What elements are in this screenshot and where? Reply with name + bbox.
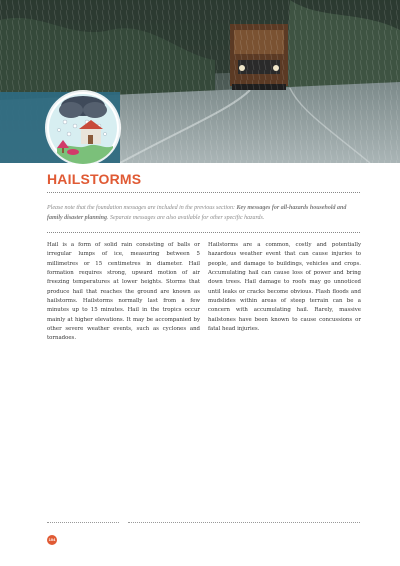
note-emphasis: Key messages for all-hazards household and family disaster planning <box>47 205 347 221</box>
footer-divider-right <box>128 522 360 523</box>
footer-divider-left <box>47 522 119 523</box>
hailstorm-illustration-icon <box>47 92 119 164</box>
note-text-after: . Separate messages are also available for other specific hazards. <box>107 214 265 221</box>
page-title: HAILSTORMS <box>47 171 142 187</box>
body-column-2: Hailstorms are a common, costly and potentially hazardous weather event that can cause injuries to people, and damage to buildings, vehicles and crops. Accumulating hail can cause loss of power and bring down trees. Hail damage to roofs may go unnoticed until leaks or cracks become obvious. Flash floods and mudslides within areas of steep terrain can be a concern with accumulating hail. Rarely, massive hailstones have been known to cause concussions or fatal head injuries. <box>208 242 361 333</box>
note-divider <box>47 232 360 233</box>
foundation-messages-note <box>47 204 360 223</box>
note-text-before: Please note that the foundation messages are included in the previous section: <box>47 205 237 211</box>
body-column-1: Hail is a form of solid rain consisting of balls or irregular lumps of ice, measuring between 5 millimetres or 15 centimetres in diameter. Hail formation requires strong, upward motion of air freezing temperatures at lower heights. Storms that produce hail that reaches the ground are known as hailstorms. Hailstorms normally last from a few minutes up to 15 minutes. Hail in the tropics occur mainly at higher elevations. It may be accompanied by other severe weather events, such as cyclones and tornadoes. <box>47 242 200 342</box>
title-divider <box>47 192 360 193</box>
page-number: 104 <box>47 535 57 545</box>
